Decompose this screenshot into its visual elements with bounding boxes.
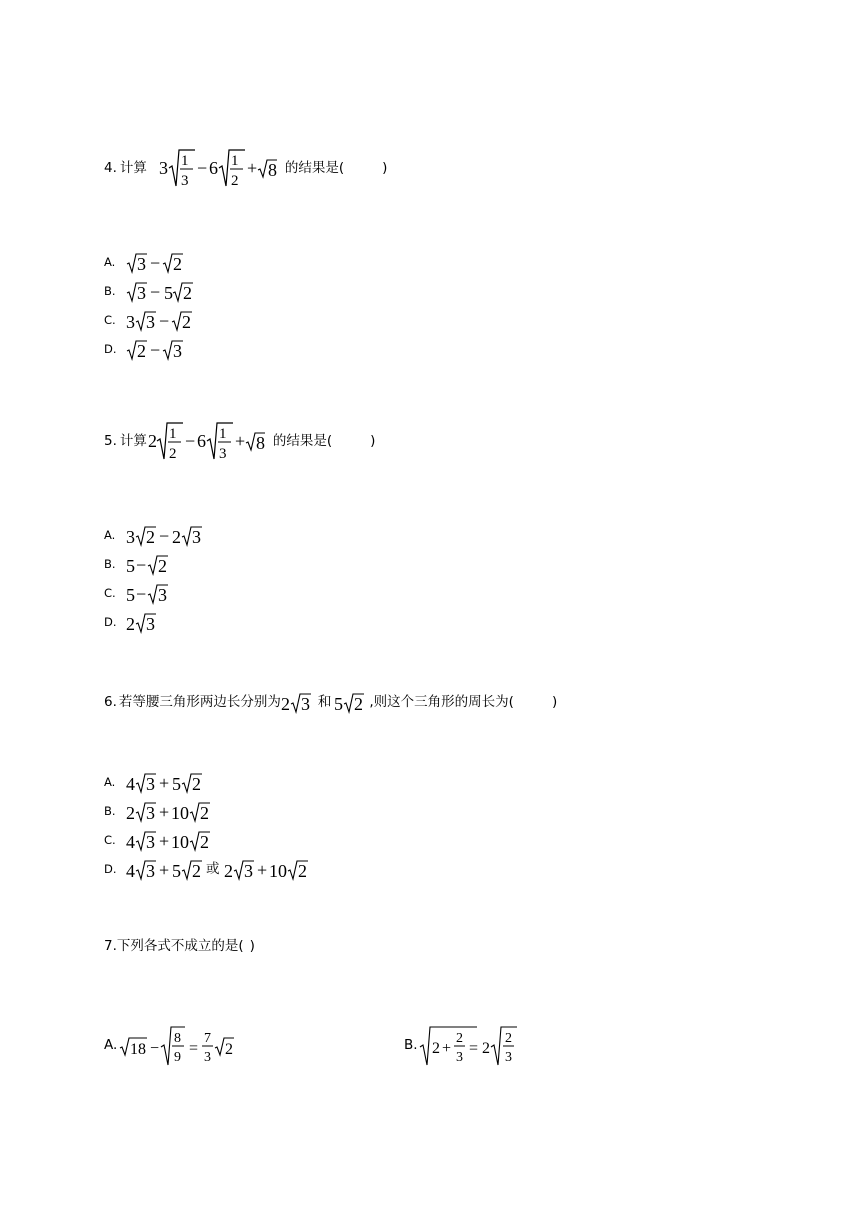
minus: − [196,158,208,178]
option-expression [126,801,226,823]
q4-option-c[interactable] [104,310,206,332]
radicand: 3 [146,614,155,634]
radicand: 3 [146,861,155,881]
answer-paren-close: ) [249,938,255,954]
frac-num: 1 [218,426,227,442]
option-label: D. [104,342,117,357]
operator: + [159,831,170,851]
question-stem: 7.下列各式不成立的是( [104,938,244,954]
q4-expression [159,146,281,192]
coef: 2 [223,861,233,881]
equals: = [189,1040,199,1057]
q5-expression [147,419,269,465]
q6-option-c[interactable] [104,830,226,852]
option-expression-left [126,859,206,881]
stem-suffix: ,则这个三角形的周长为( [369,694,514,711]
option-label: C. [104,313,116,328]
side1-expression [281,692,315,714]
coef: 10 [268,861,287,881]
radicand: 18 [130,1041,147,1058]
operator: − [150,253,161,273]
q7-option-a[interactable] [104,1023,249,1069]
operator: − [150,282,161,302]
radicand: 3 [192,527,201,547]
q5-option-a[interactable] [104,525,216,547]
coef: 10 [171,832,189,852]
option-label: A. [104,1037,118,1054]
operator: − [159,311,170,331]
frac-den: 3 [504,1050,512,1065]
coef: 10 [171,803,189,823]
coef: 2 [147,431,157,451]
option-expression [119,1023,249,1069]
plus: + [234,431,246,451]
radicand: 3 [146,803,155,823]
q6-option-b[interactable] [104,801,226,823]
frac-num: 8 [174,1031,182,1046]
coef: 5 [172,861,181,881]
operator: + [159,773,170,793]
operator: − [136,555,147,575]
question-5-stem [104,419,375,465]
frac-den: 2 [230,173,239,189]
stem-prefix: 若等腰三角形两边长分别为 [118,694,281,711]
radicand: 2 [225,1041,234,1058]
option-expression [126,772,216,794]
option-label: A. [104,775,116,790]
q6-option-a[interactable] [104,772,216,794]
option-expression [126,583,186,605]
radicand: 3 [243,861,253,881]
coef: 2 [126,803,135,823]
result-den: 3 [204,1050,212,1065]
stem-prefix: 计算 [119,433,147,450]
radicand: 3 [146,312,155,332]
operator: − [136,584,147,604]
radicand: 8 [255,433,265,453]
option-label: A. [104,255,116,270]
option-expression [126,612,166,634]
stem-suffix: 的结果是( [284,160,345,177]
radicand: 2 [137,341,146,361]
radicand: 2 [182,312,191,332]
option-expression [419,1023,529,1069]
radicand: 2 [200,832,209,852]
minus: − [150,1040,160,1057]
radicand: 3 [137,283,146,303]
radicand: 2 [192,861,201,881]
frac-num: 1 [180,153,189,169]
option-label: C. [104,833,116,848]
option-expression-right [224,859,324,881]
frac-den: 3 [218,446,227,462]
frac-num: 2 [504,1031,512,1046]
coef: 5 [334,694,344,714]
coef: 6 [208,158,218,178]
option-expression [126,281,206,303]
minus: − [184,431,196,451]
answer-paren-close: ) [370,433,376,450]
option-expression [126,339,196,361]
coef: 5 [126,556,135,576]
coef: 5 [172,774,181,794]
q7-option-b[interactable] [404,1023,529,1069]
q5-option-b[interactable] [104,554,186,576]
frac-num: 2 [455,1031,463,1046]
coef: 2 [280,694,290,714]
stem-prefix: 计算 [119,160,147,177]
radicand: 3 [146,774,155,794]
stem-suffix: 的结果是( [272,433,333,450]
option-expression [126,830,226,852]
plus: + [441,1040,451,1057]
result-num: 7 [204,1031,212,1046]
operator: + [159,802,170,822]
frac-den: 3 [455,1050,463,1065]
option-expression [126,310,206,332]
coef: 3 [126,312,135,332]
radicand: 3 [173,341,182,361]
option-label: B. [104,284,116,299]
operator: + [159,860,170,880]
frac-num: 1 [230,153,239,169]
option-label: A. [104,528,116,543]
coef: 3 [126,527,135,547]
option-label: B. [104,557,116,572]
operator: − [150,340,161,360]
radicand: 3 [158,585,167,605]
coef: 5 [164,283,173,303]
or-word: 或 [206,861,220,878]
coef: 2 [481,1040,490,1057]
operator: − [159,526,170,546]
radicand: 2 [146,527,155,547]
coef: 2 [172,527,181,547]
radicand: 3 [300,694,310,714]
radicand: 2 [297,861,307,881]
q5-option-c[interactable] [104,583,186,605]
radicand: 2 [158,556,167,576]
option-label: B. [104,804,116,819]
q4-option-d[interactable] [104,339,196,361]
q4-option-a[interactable] [104,252,196,274]
coef: 3 [158,158,168,178]
option-expression [126,554,186,576]
coef: 4 [126,861,135,881]
frac-den: 2 [168,446,177,462]
question-number: 4. [104,160,117,177]
operator: + [256,860,267,880]
frac-den: 3 [180,173,189,189]
q5-option-d[interactable] [104,612,166,634]
radicand: 2 [192,774,201,794]
q6-option-d[interactable] [104,859,324,881]
radicand: 3 [146,832,155,852]
question-number: 5. [104,433,117,450]
answer-paren-close: ) [551,694,558,711]
equals: = [468,1040,478,1057]
plus: + [246,158,258,178]
q4-option-b[interactable] [104,281,206,303]
question-4-stem [104,146,387,192]
radicand: 8 [267,160,277,180]
radicand: 3 [137,254,146,274]
coef: 5 [126,585,135,605]
and-word: 和 [317,694,332,711]
coef: 4 [126,774,135,794]
option-label: C. [104,586,116,601]
option-label: D. [104,615,117,630]
question-number: 6. [104,694,117,711]
option-expression [126,252,196,274]
radicand: 2 [354,694,364,714]
option-expression [126,525,216,547]
coef: 2 [126,614,135,634]
radicand: 2 [200,803,209,823]
side2-expression [334,692,368,714]
coef: 4 [126,832,135,852]
coef: 6 [196,431,206,451]
inner-number: 2 [431,1040,440,1057]
question-7-stem [104,940,255,954]
question-6-stem [104,692,557,714]
frac-den: 9 [174,1050,182,1065]
option-label: B. [404,1037,418,1054]
option-label: D. [104,862,117,877]
frac-num: 1 [168,426,177,442]
radicand: 2 [173,254,182,274]
radicand: 2 [183,283,192,303]
answer-paren-close: ) [382,160,388,177]
